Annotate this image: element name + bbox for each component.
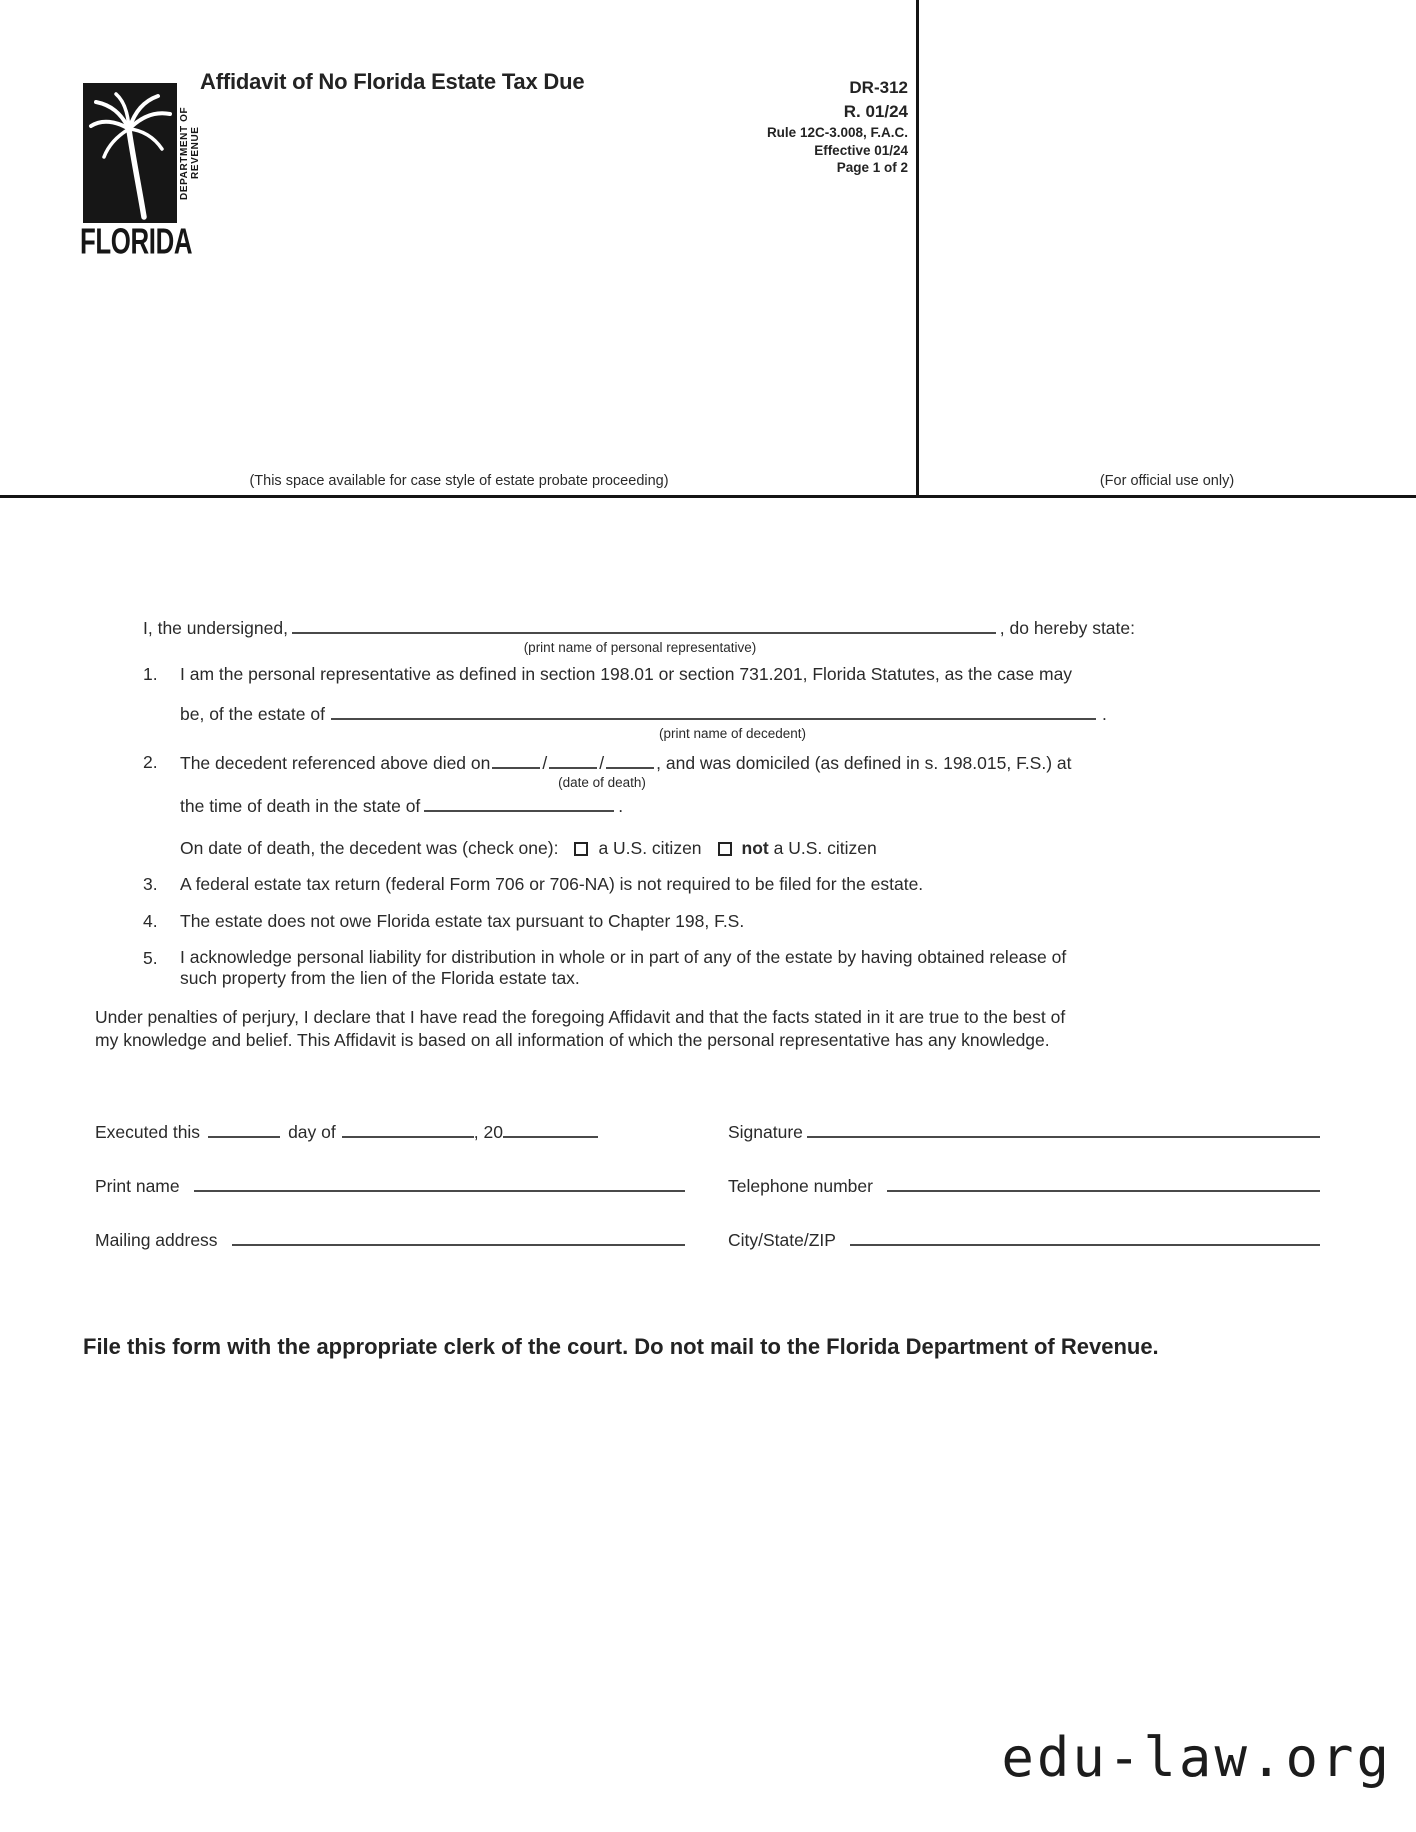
perjury-line1: Under penalties of perjury, I declare that I have read the foregoing Affidavit and that the facts stated in it are true to the best of [95,1007,1066,1027]
execution-row-3 [95,1228,1340,1251]
telephone-field[interactable] [887,1174,1320,1192]
item-1-line1: I am the personal representative as defined in section 198.01 or section 731.201, Florida Statutes, as the case may [180,664,1073,684]
state-of-death-label: the time of death in the state of [180,796,421,816]
form-page-number: Page 1 of 2 [836,160,908,175]
domicile-state-field[interactable] [424,794,614,812]
died-on-label: The decedent referenced above died on [180,753,491,773]
official-use-note: (For official use only) [1099,473,1235,489]
form-effective: Effective 01/24 [814,142,908,158]
not-us-citizen-option-label [742,837,877,859]
form-rule: Rule 12C-3.008, F.A.C. [766,125,908,140]
affidavit-item-5 [143,947,1340,989]
decedent-name-field[interactable] [331,702,1096,720]
perjury-line2: my knowledge and belief. This Affidavit is based on all information of which the personal representative has any knowledge. [95,1030,1050,1050]
page-title: Affidavit of No Florida Estate Tax Due [200,69,585,94]
case-style-note: (This space available for case style of estate probate proceeding) [249,473,669,489]
opening-suffix: , do hereby state: [999,618,1135,638]
not-us-citizen-checkbox[interactable] [718,842,732,856]
mailing-address-label: Mailing address [95,1230,218,1250]
signature-label: Signature [728,1122,803,1142]
form-revision: R. 01/24 [843,102,908,121]
opening-prefix: I, the undersigned, [143,618,288,638]
item-5-line1: I acknowledge personal liability for distribution in whole or in part of any of the estate by having obtained release of [180,947,1067,967]
mailing-address-field[interactable] [232,1228,685,1246]
estate-of-label: be, of the estate of [180,704,325,724]
palm-tree-icon [83,83,177,223]
header-vertical-divider [916,0,919,497]
item-4-number: 4. [143,911,158,931]
florida-dor-logo [83,83,177,223]
item-4-text: The estate does not owe Florida estate tax pursuant to Chapter 198, F.S. [180,911,745,931]
signature-field[interactable] [807,1120,1320,1138]
item-2-number: 2. [143,752,158,772]
logo-state-name: FLORIDA [80,222,193,262]
print-name-label: Print name [95,1176,180,1196]
form-number: DR-312 [849,78,908,97]
city-state-zip-label: City/State/ZIP [728,1230,836,1250]
item-2-period: . [618,796,624,816]
item-3-number: 3. [143,874,158,894]
executed-month-field[interactable] [342,1120,474,1138]
execution-block [95,1120,1340,1282]
us-citizen-option-label: a U.S. citizen [598,838,702,858]
form-meta-block [767,76,908,177]
execution-row-2 [95,1174,1340,1197]
death-day-field[interactable] [549,751,597,769]
date-of-death-caption: (date of death) [558,775,646,790]
execution-row-1 [95,1120,1340,1143]
opening-statement [143,616,1135,639]
us-citizen-checkbox[interactable] [574,842,588,856]
affidavit-item-3 [143,873,1340,895]
header-horizontal-divider [0,495,1416,498]
filing-instruction: File this form with the appropriate clerk of the court. Do not mail to the Florida Department of Revenue. [83,1334,1159,1359]
day-of-label: day of [288,1122,336,1142]
item-2-line1 [180,751,1340,774]
date-slash-1: / [542,753,548,773]
item-2-line2 [180,794,1340,817]
affidavit-item-4 [143,910,1340,932]
affidavit-item-2 [143,751,1340,859]
print-name-field[interactable] [194,1174,685,1192]
check-one-prompt: On date of death, the decedent was (check one): [180,838,559,858]
item-3-text: A federal estate tax return (federal Form 706 or 706-NA) is not required to be filed for the estate. [180,874,924,894]
executed-year-field[interactable] [503,1120,598,1138]
representative-name-field[interactable] [292,616,996,634]
city-state-zip-field[interactable] [850,1228,1320,1246]
executed-this-label: Executed this [95,1122,201,1142]
affidavit-item-1 [143,663,1340,742]
affidavit-body [95,616,1340,1052]
death-month-field[interactable] [492,751,540,769]
item-5-line2: such property from the lien of the Florida estate tax. [180,968,580,988]
item-1-period: . [1101,704,1107,724]
item-1-number: 1. [143,664,158,684]
watermark-text: edu-law.org [1001,1726,1392,1789]
domiciled-text: , and was domiciled (as defined in s. 198.015, F.S.) at [656,753,1072,773]
citizenship-check-line [180,837,1340,859]
not-bold-word: not [741,838,769,858]
executed-day-field[interactable] [208,1120,280,1138]
item-5-number: 5. [143,948,158,968]
date-slash-2: / [599,753,605,773]
decedent-name-caption: (print name of decedent) [658,726,807,741]
death-year-field[interactable] [606,751,654,769]
representative-name-caption: (print name of personal representative) [523,640,757,655]
logo-department-text: DEPARTMENT OF REVENUE [179,106,201,200]
not-option-rest: a U.S. citizen [773,838,877,858]
item-1-line2 [180,702,1340,725]
year-prefix-label: , 20 [473,1122,503,1142]
perjury-declaration [95,1006,1340,1052]
telephone-label: Telephone number [728,1176,873,1196]
